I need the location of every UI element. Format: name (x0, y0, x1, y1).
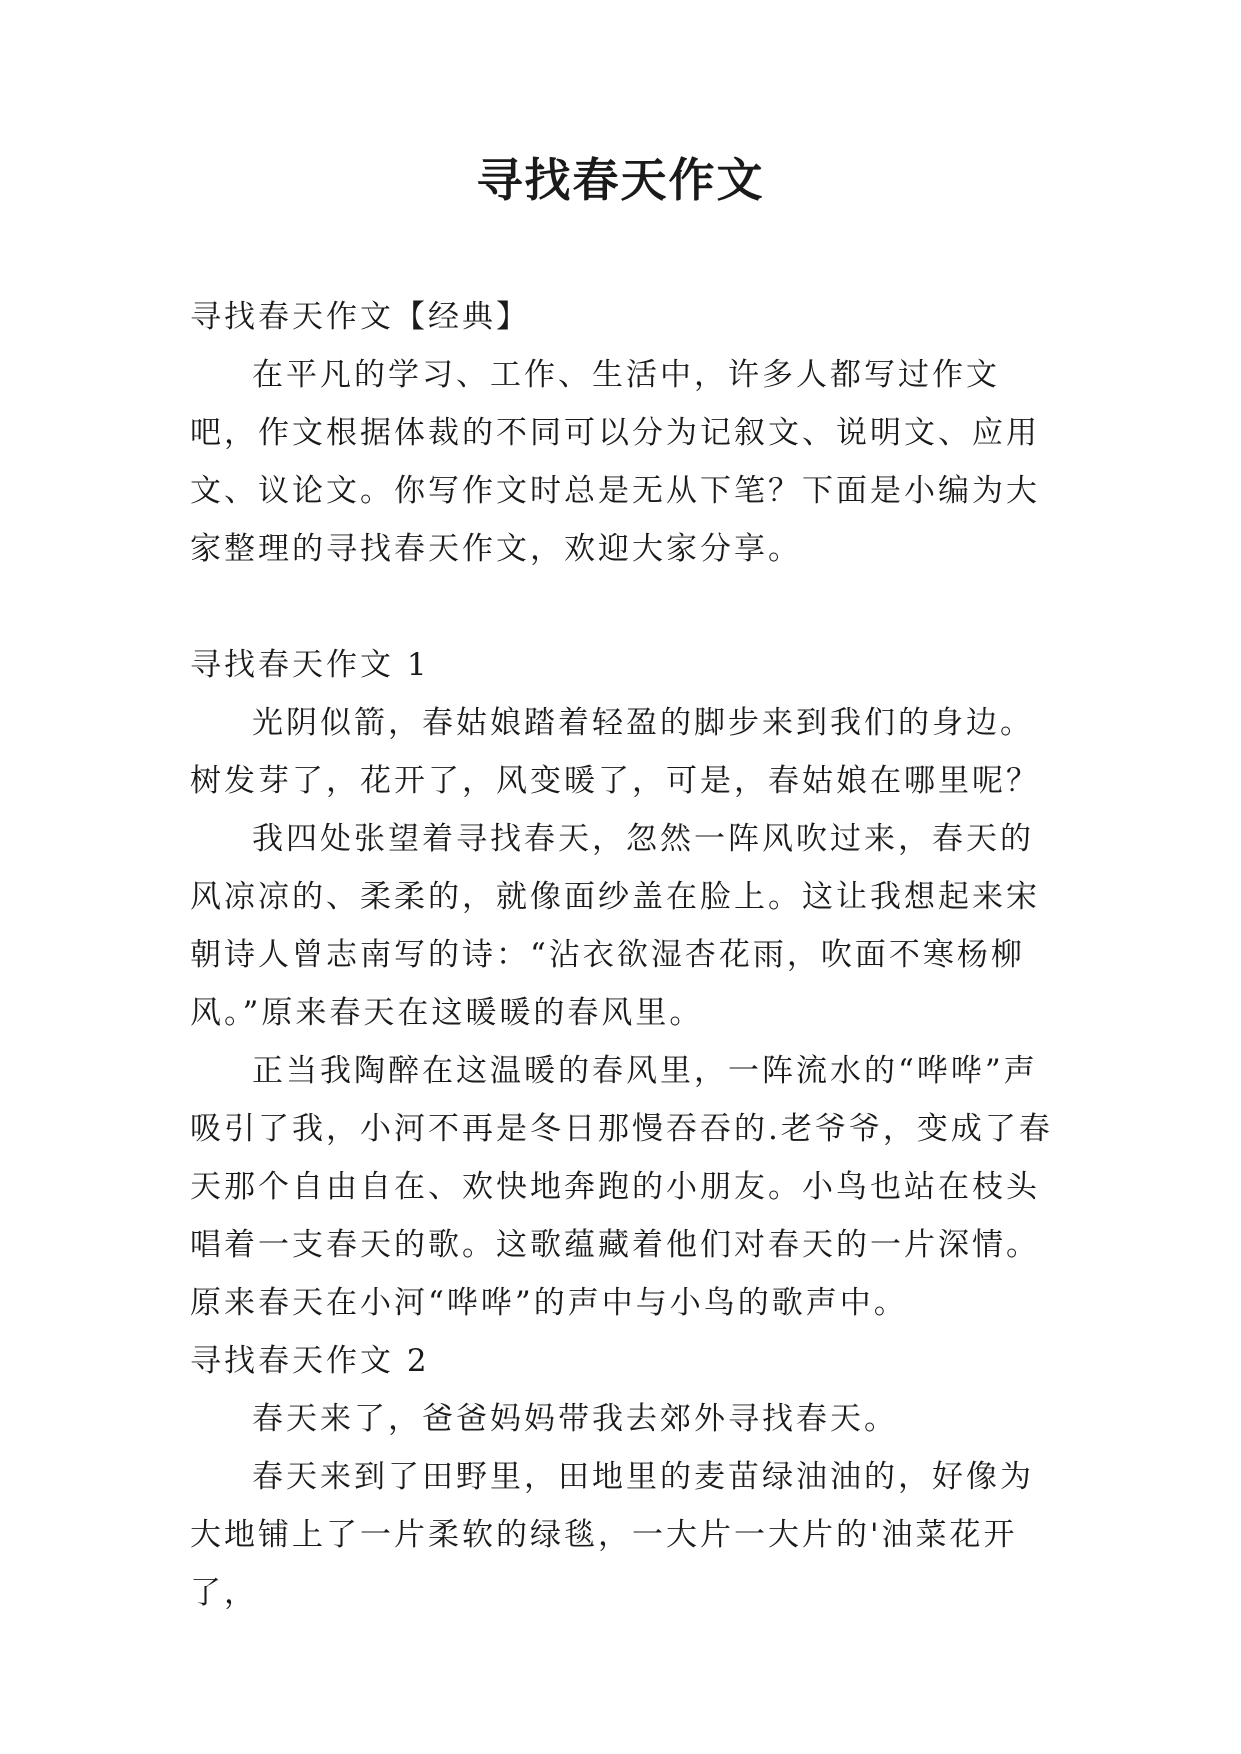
section-spacer (190, 578, 1055, 636)
section-2-paragraph-2: 春天来到了田野里，田地里的麦苗绿油油的，好像为大地铺上了一片柔软的绿毯，一大片一大片的'油菜花开了， (190, 1459, 1034, 1611)
section-2-paragraph-1: 春天来了，爸爸妈妈带我去郊外寻找春天。 (252, 1401, 898, 1437)
section-1-paragraph-2: 我四处张望着寻找春天，忽然一阵风吹过来，春天的风凉凉的、柔柔的，就像面纱盖在脸上。这让我想起来宋朝诗人曾志南写的诗：“沾衣欲湿杏花雨，吹面不寒杨柳风。”原来春天在这暖暖的春风里。 (190, 821, 1040, 1031)
document-subtitle: 寻找春天作文【经典】 (190, 299, 530, 335)
section-2 (190, 1332, 1055, 1622)
intro-paragraph: 在平凡的学习、工作、生活中，许多人都写过作文吧，作文根据体裁的不同可以分为记叙文、说明文、应用文、议论文。你写作文时总是无从下笔？下面是小编为大家整理的寻找春天作文，欢迎大家分享。 (190, 357, 1040, 567)
section-1 (190, 636, 1055, 1332)
section-1-paragraph-1: 光阴似箭，春姑娘踏着轻盈的脚步来到我们的身边。树发芽了，花开了，风变暖了，可是，春姑娘在哪里呢？ (190, 705, 1040, 799)
document-title: 寻找春天作文 (476, 153, 765, 207)
section-1-paragraph-3: 正当我陶醉在这温暖的春风里，一阵流水的“哗哗”声吸引了我，小河不再是冬日那慢吞吞的.老爷爷，变成了春天那个自由自在、欢快地奔跑的小朋友。小鸟也站在枝头唱着一支春天的歌。这歌蕴藏着他们对春天的一片深情。原来春天在小河“哗哗”的声中与小鸟的歌声中。 (190, 1053, 1053, 1321)
document-body (190, 288, 1055, 1622)
section-1-heading: 寻找春天作文 1 (190, 647, 430, 683)
section-2-heading: 寻找春天作文 2 (190, 1343, 430, 1379)
